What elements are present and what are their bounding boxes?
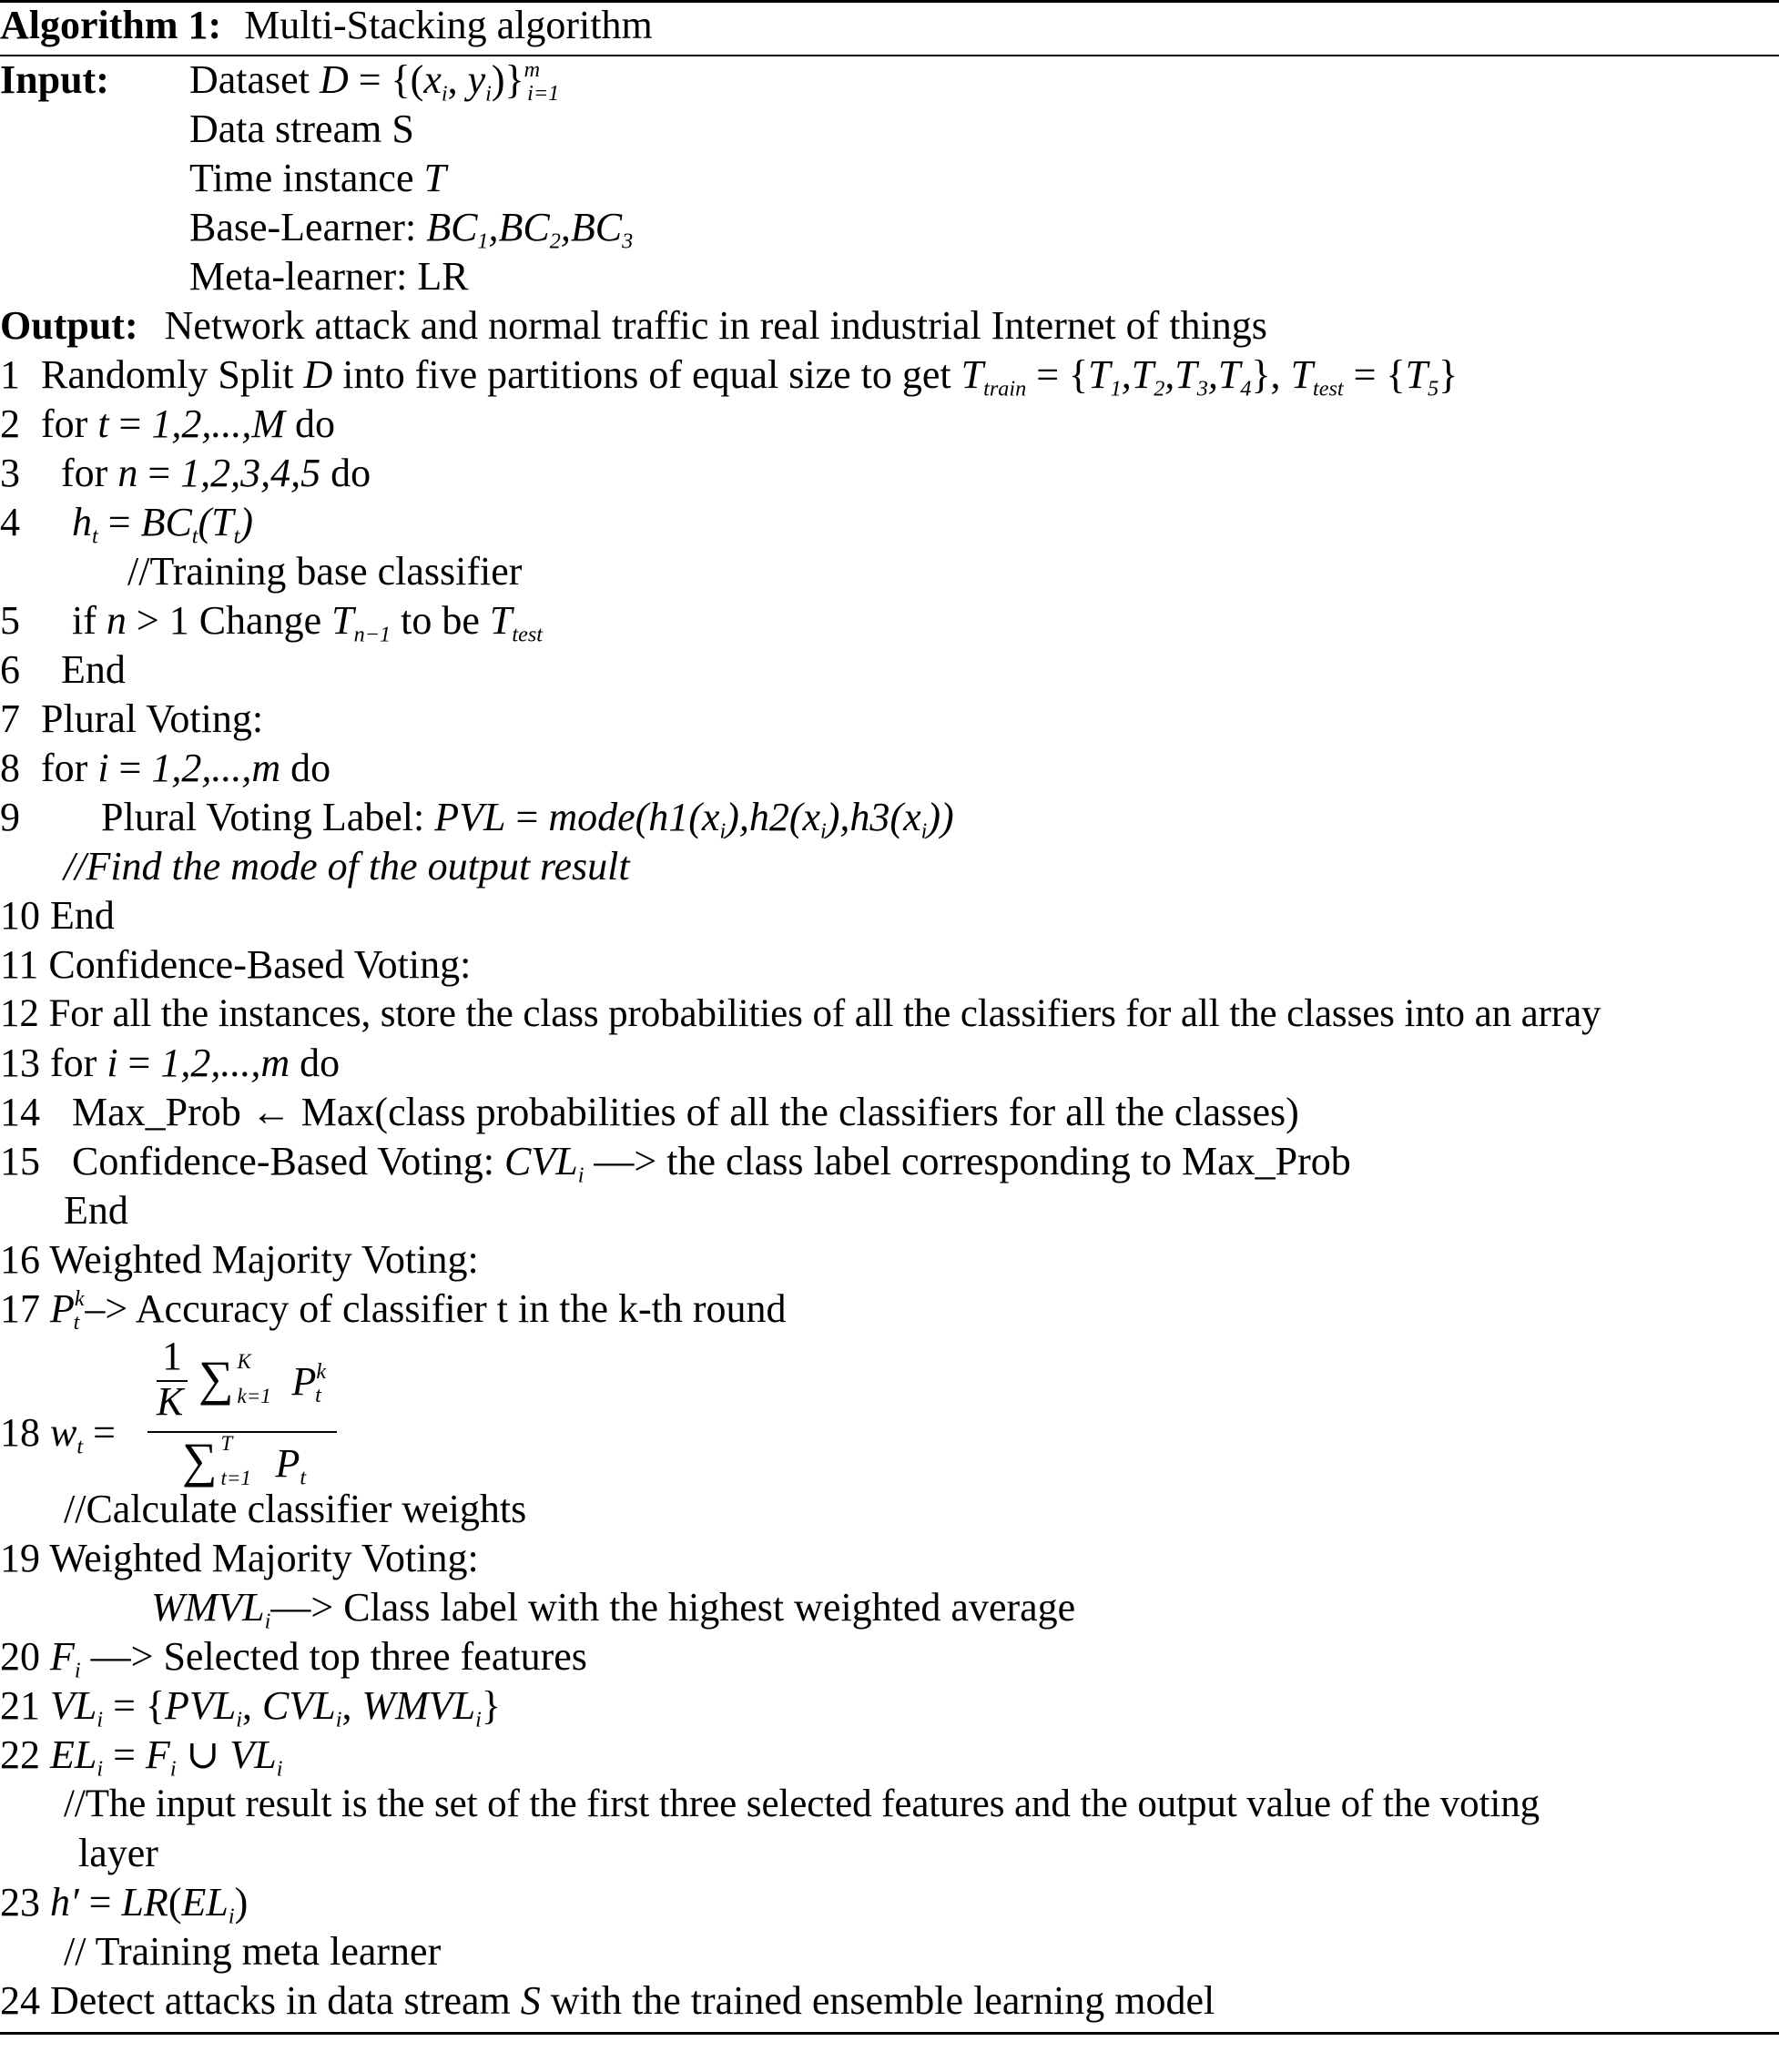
numerator-one: 1 (162, 1334, 182, 1378)
step-19-rest: —> Class label with the highest weighted average (270, 1585, 1076, 1630)
step-number: 2 (0, 401, 20, 446)
if-keyword: if (72, 598, 97, 643)
step-20: 20 $F_i$ —> Selected top three features (0, 1634, 587, 1683)
step-number: 20 (0, 1634, 40, 1679)
step-number: 23 (0, 1880, 40, 1925)
step-number: 1 (0, 352, 20, 397)
comment-text: //Find the mode of the output result (64, 844, 630, 889)
main-fraction-bar (147, 1431, 337, 1433)
step-15-end (64, 1187, 128, 1234)
step-3: 3 for n = 1,2,3,4,5 do (0, 451, 371, 495)
step-20-rest: —> Selected top three features (90, 1634, 587, 1679)
numerator-K: K (157, 1379, 184, 1424)
step-number: 5 (0, 598, 20, 643)
step-16-text: Weighted Majority Voting: (49, 1237, 479, 1282)
end-keyword: End (64, 1188, 128, 1233)
input-label: Input: (0, 57, 109, 102)
step-7 (0, 696, 263, 743)
step-11 (0, 941, 471, 989)
end-keyword: End (50, 893, 115, 938)
step-24-text-b: with the trained ensemble learning model (550, 1978, 1215, 2023)
step-number: 12 (0, 992, 39, 1035)
step-12-text: For all the instances, store the class probabilities of all the classifiers for all the classes into an array (48, 992, 1601, 1035)
for-keyword: for (41, 746, 88, 790)
step-16 (0, 1236, 479, 1284)
step-7-text: Plural Voting: (41, 696, 264, 741)
step-15: 15 Confidence-Based Voting: $CVL_i$ —> the class label corresponding to Max_Prob (0, 1139, 1351, 1188)
step-12 (0, 990, 1601, 1038)
step-10 (0, 892, 115, 940)
input-line-stream (189, 106, 414, 153)
comment-text: // Training meta learner (64, 1929, 442, 1974)
step-9-comment (64, 843, 630, 890)
comment-text: //Calculate classifier weights (64, 1487, 527, 1531)
comment-text: layer (78, 1831, 158, 1875)
step-11-text: Confidence-Based Voting: (48, 942, 472, 987)
step-21: 21 $VL_i = \{PVL_i$, $CVL_i$, $WMVL_i$} (0, 1683, 501, 1732)
step-9-label: Plural Voting Label: (101, 795, 425, 839)
step-number: 4 (0, 500, 20, 544)
step-number: 17 (0, 1286, 40, 1331)
base-learner-label: Base-Learner: (189, 205, 417, 249)
do-keyword: do (290, 746, 331, 790)
step-15-rest: —> the class label corresponding to Max_Prob (594, 1139, 1351, 1183)
for-keyword: for (61, 451, 108, 495)
step-1-text-b: into five partitions of equal size to get (342, 352, 951, 397)
step-number: 9 (0, 795, 20, 839)
numerator-sum: ∑ K k=1 $P^k_t$ (198, 1350, 327, 1408)
step-8: 8 for i = 1,2,...,m do (0, 746, 331, 790)
step-15-label: Confidence-Based Voting: (72, 1139, 494, 1183)
step-number: 8 (0, 746, 20, 790)
step-number: 24 (0, 1978, 40, 2023)
step-4-comment (127, 548, 522, 595)
bottom-rule (0, 2032, 1779, 2035)
step-number: 21 (0, 1683, 40, 1728)
input-line-meta (189, 253, 469, 300)
step-4: 4 $h_t = BC_t(T_t)$ (0, 500, 254, 549)
step-5-to: to be (401, 598, 480, 643)
output-line (0, 302, 1267, 350)
output-text: Network attack and normal traffic in real industrial Internet of things (164, 303, 1267, 348)
step-1: 1 Randomly Split D into five partitions of equal size to get $T_{train} = \{T_1,T_2,T_3,T_4\}$, $T_{test} = \{T_5\}$ (0, 352, 1459, 401)
input-line-time: Time instance T (189, 156, 446, 200)
weight-fraction (147, 1333, 339, 1488)
meta-learner-label: Meta-learner: LR (189, 254, 469, 299)
step-9: 9 Plural Voting Label: PVL = $mode(h1(x_i),h2(x_i),h3(x_i))$ (0, 795, 954, 844)
step-6 (0, 646, 126, 694)
end-keyword: End (61, 647, 126, 692)
data-stream-label: Data stream S (189, 107, 414, 151)
step-5-condition: > 1 Change (136, 598, 322, 643)
do-keyword: do (330, 451, 371, 495)
step-24: 24 Detect attacks in data stream S with the trained ensemble learning model (0, 1978, 1215, 2023)
step-number: 3 (0, 451, 20, 495)
step-22-comment (64, 1781, 1540, 1828)
step-19-detail: $WMVL_i—>$ Class label with the highest weighted average (151, 1585, 1076, 1634)
step-14-text: Max_Prob ← Max(class probabilities of all the classifiers for all the classes) (72, 1090, 1299, 1134)
step-5: 5 if n > 1 Change $T_{n-1}$ to be $T_{test}$ (0, 598, 543, 647)
step-2: 2 for t = 1,2,...,M do (0, 401, 336, 446)
do-keyword: do (295, 401, 336, 446)
step-number: 6 (0, 647, 20, 692)
step-23-comment (64, 1928, 441, 1976)
for-keyword: for (41, 401, 88, 446)
step-19-text: Weighted Majority Voting: (49, 1536, 479, 1580)
for-keyword: for (50, 1041, 97, 1085)
step-number: 16 (0, 1237, 40, 1282)
step-number: 18 (0, 1410, 40, 1455)
algorithm-title (0, 2, 653, 49)
step-17: 17 $P^k_t$ –> Accuracy of classifier t in the k-th round (0, 1285, 787, 1336)
step-17-rest: –> Accuracy of classifier t in the k-th round (85, 1286, 787, 1331)
step-23: 23 $h' = LR(EL_i)$ (0, 1880, 249, 1929)
step-13: 13 for i = 1,2,...,m do (0, 1041, 341, 1085)
step-number: 14 (0, 1090, 40, 1134)
step-number: 10 (0, 893, 40, 938)
step-number: 13 (0, 1041, 40, 1085)
step-18: 18 $w_t$ = (0, 1410, 116, 1459)
step-22: 22 $EL_i = F_i$ ∪ $VL_i$ (0, 1732, 283, 1782)
comment-text: //The input result is the set of the first three selected features and the output value of the voting (64, 1783, 1540, 1825)
denominator-sum: ∑ T t=1 $P_t$ (182, 1432, 307, 1490)
dataset-label: Dataset (189, 57, 310, 102)
output-label: Output: (0, 303, 138, 348)
algorithm-title-text: Multi-Stacking algorithm (244, 3, 653, 47)
step-14 (0, 1089, 1299, 1136)
input-line-base: Base-Learner: $BC_1,BC_2,BC_3$ (189, 205, 634, 254)
time-instance-label: Time instance (189, 156, 414, 200)
step-18-comment (64, 1486, 526, 1533)
algorithm-title-label: Algorithm 1: (0, 3, 222, 47)
step-number: 19 (0, 1536, 40, 1580)
step-24-text-a: Detect attacks in data stream (50, 1978, 511, 2023)
step-22-comment-cont (78, 1830, 158, 1877)
step-number: 7 (0, 696, 20, 741)
comment-text: //Training base classifier (127, 549, 523, 594)
step-19 (0, 1535, 479, 1582)
do-keyword: do (300, 1041, 341, 1085)
step-number: 22 (0, 1732, 40, 1777)
step-1-text-a: Randomly Split (41, 352, 294, 397)
step-number: 11 (0, 942, 39, 987)
input-line-dataset: Input: Dataset $D = \{(x_i$, $y_i)\}^m_{i=1}$ (0, 56, 560, 107)
step-number: 15 (0, 1139, 40, 1183)
